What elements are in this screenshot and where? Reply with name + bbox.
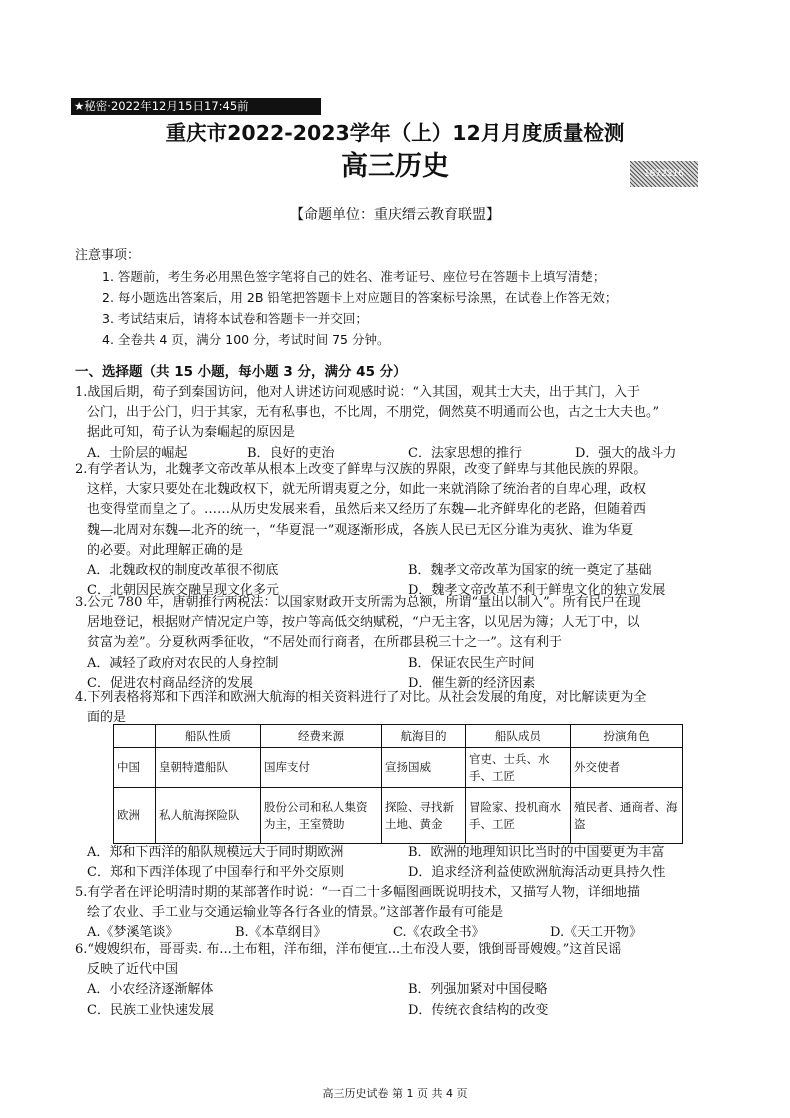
option-b: B．良好的吏治: [247, 445, 335, 461]
question-text: 贫富为差”。分夏秋两季征收，“不居处而行商者，在所郡县税三十之一”。这有利于: [87, 635, 562, 651]
table-cell: 欧洲: [114, 788, 156, 844]
table-header: 船队成员: [466, 725, 571, 748]
question-1: [75, 383, 725, 464]
issuing-unit: 【命题单位：重庆缙云教育联盟】: [290, 207, 500, 223]
table-cell: 皇朝特遣船队: [156, 748, 261, 788]
option-a: A．小农经济逐渐解体: [87, 982, 214, 998]
option-a: A．减轻了政府对农民的人身控制: [87, 655, 279, 671]
question-text: 绘了农业、手工业与交通运输业等各行各业的情景。”这部著作最有可能是: [87, 905, 504, 921]
table-cell: 探险、寻找新土地、黄金: [382, 788, 466, 844]
table-header: 经费来源: [261, 725, 382, 748]
option-d: D．传统衣食结构的改变: [408, 1002, 549, 1018]
option-b: B．魏孝文帝改革为国家的统一奠定了基础: [408, 563, 652, 579]
exam-title: 重庆市2022-2023学年（上）12月月度质量检测: [165, 121, 625, 145]
table-cell: 殖民者、通商者、海盗: [571, 788, 683, 844]
option-row: [75, 561, 725, 581]
option-d: D.《天工开物》: [550, 925, 643, 941]
table-cell: 国库支付: [261, 748, 382, 788]
notice-item: 4. 全卷共 4 页，满分 100 分，考试时间 75 分钟。: [102, 332, 390, 347]
question-text: 6.“嫂嫂织布，哥哥卖. 布...土布粗，洋布细，洋布便宜...土布没人要，饿倒哥哥嫂嫂。”这首民谣: [75, 942, 622, 957]
option-c: C．北朝因民族交融呈现文化多元: [87, 583, 279, 599]
section-title: 一、选择题（共 15 小题，每小题 3 分，满分 45 分）: [75, 364, 407, 380]
serial-stamp: 1672216: [630, 161, 698, 187]
question-text: 5.有学者在评论明清时期的某部著作时说：“一百二十多幅图画既说明技术，又描写人物，详细地描: [75, 885, 641, 900]
option-a: A．北魏政权的制度改革很不彻底: [87, 563, 279, 579]
option-row: [75, 863, 725, 883]
option-row: [75, 654, 725, 674]
comparison-table: [113, 724, 683, 844]
subject-title: 高三历史: [341, 151, 449, 182]
option-c: C．郑和下西洋体现了中国奉行和平外交原则: [87, 865, 344, 881]
table-cell: 冒险家、投机商水手、工匠: [466, 788, 571, 844]
option-b: B．列强加紧对中国侵略: [408, 982, 548, 998]
question-text: 4.下列表格将郑和下西洋和欧洲大航海的相关资料进行了对比。从社会发展的角度，对比解读更为全: [75, 690, 647, 705]
table-header: 航海目的: [382, 725, 466, 748]
question-text: 面的是: [87, 710, 127, 726]
option-a: A．郑和下西洋的船队规模远大于同时期欧洲: [87, 845, 344, 860]
option-row: [75, 1001, 725, 1021]
option-b: B．欧洲的地理知识比当时的中国要更为丰富: [408, 845, 665, 860]
question-2: [75, 460, 725, 601]
table-header: 船队性质: [156, 725, 261, 748]
question-text: 3.公元 780 年，唐朝推行两税法：以国家财政开支所需为总额，所谓“量出以制入”。所有民户在现: [75, 595, 641, 610]
option-b: B．保证农民生产时间: [408, 655, 535, 671]
question-text: 的必要。对此理解正确的是: [87, 542, 244, 558]
confidential-label: ★秘密·2022年12月15日17:45前: [71, 98, 321, 115]
table-cell: 中国: [114, 748, 156, 788]
notice-list: [102, 266, 742, 350]
option-row: [75, 980, 725, 1000]
table-header-row: [114, 725, 683, 748]
page-footer: 高三历史试卷 第 1 页 共 4 页: [322, 1087, 468, 1100]
question-text: 据此可知，荀子认为秦崛起的原因是: [87, 425, 296, 441]
question-4: [75, 688, 725, 728]
question-text: 反映了近代中国: [87, 962, 179, 978]
question-text: 2.有学者认为，北魏孝文帝改革从根本上改变了鲜卑与汉族的界限，改变了鲜卑与其他民族的界限。: [75, 462, 647, 477]
option-c: C．民族工业快速发展: [87, 1002, 214, 1018]
question-4-options: [75, 843, 725, 883]
question-5: [75, 883, 725, 944]
table-header: 扮演角色: [571, 725, 683, 748]
question-3: [75, 593, 725, 694]
option-c: C．促进农村商品经济的发展: [87, 675, 253, 691]
table-cell: 官吏、士兵、水手、工匠: [466, 748, 571, 788]
option-d: D．魏孝文帝改革不利于鲜卑文化的独立发展: [408, 583, 666, 599]
table-row: [114, 788, 683, 844]
option-c: C．法家思想的推行: [408, 445, 522, 461]
option-row: [75, 843, 725, 863]
option-d: D．催生新的经济因素: [408, 675, 536, 691]
option-a: A.《梦溪笔谈》: [87, 925, 179, 941]
notice-item: 2. 每小题选出答案后，用 2B 铅笔把答题卡上对应题目的答案标号涂黑，在试卷上作答无效；: [102, 290, 618, 305]
question-text: 公门，出于公门，归于其家，无有私事也，不比周，不朋党，倜然莫不明通而公也，古之士大夫也。”: [87, 405, 660, 421]
option-d: D．强大的战斗力: [575, 445, 677, 461]
question-text: 这样，大家只要处在北魏政权下，就无所谓夷夏之分，如此一来就消除了统治者的自卑心理，政权: [87, 482, 647, 498]
option-b: B.《本草纲目》: [235, 925, 327, 941]
question-text: 魏—北周对东魏—北齐的统一，“华夏混一”观逐渐形成，各族人民已无区分谁为夷狄、谁为华夏: [87, 522, 634, 538]
table-cell: 宣扬国威: [382, 748, 466, 788]
notice-title: 注意事项：: [75, 248, 141, 263]
option-c: C.《农政全书》: [393, 925, 485, 941]
table-cell: 外交使者: [571, 748, 683, 788]
table-header: [114, 725, 156, 748]
table-row: [114, 748, 683, 788]
table-cell: 股份公司和私人集资为主，王室赞助: [261, 788, 382, 844]
option-a: A．士阶层的崛起: [87, 445, 188, 461]
notice-item: 1. 答题前，考生务必用黑色签字笔将自己的姓名、准考证号、座位号在答题卡上填写清楚；: [102, 269, 606, 284]
question-text: 1.战国后期，荀子到秦国访问，他对人讲述访问观感时说：“入其国，观其士大夫，出于其门，入于: [75, 385, 641, 400]
notice-item: 3. 考试结束后，请将本试卷和答题卡一并交回；: [102, 311, 368, 326]
table-cell: 私人航海探险队: [156, 788, 261, 844]
question-text: 居地登记，根据财产情况定户等，按户等高低交纳赋税，“户无主客，以见居为簿；人无丁中，以: [87, 615, 640, 631]
question-text: 也变得堂而皇之了。……从历史发展来看，虽然后来又经历了东魏—北齐鲜卑化的老路，但随着西: [87, 502, 647, 518]
question-6: [75, 940, 725, 1021]
option-d: D．追求经济利益使欧洲航海活动更具持久性: [408, 865, 666, 881]
